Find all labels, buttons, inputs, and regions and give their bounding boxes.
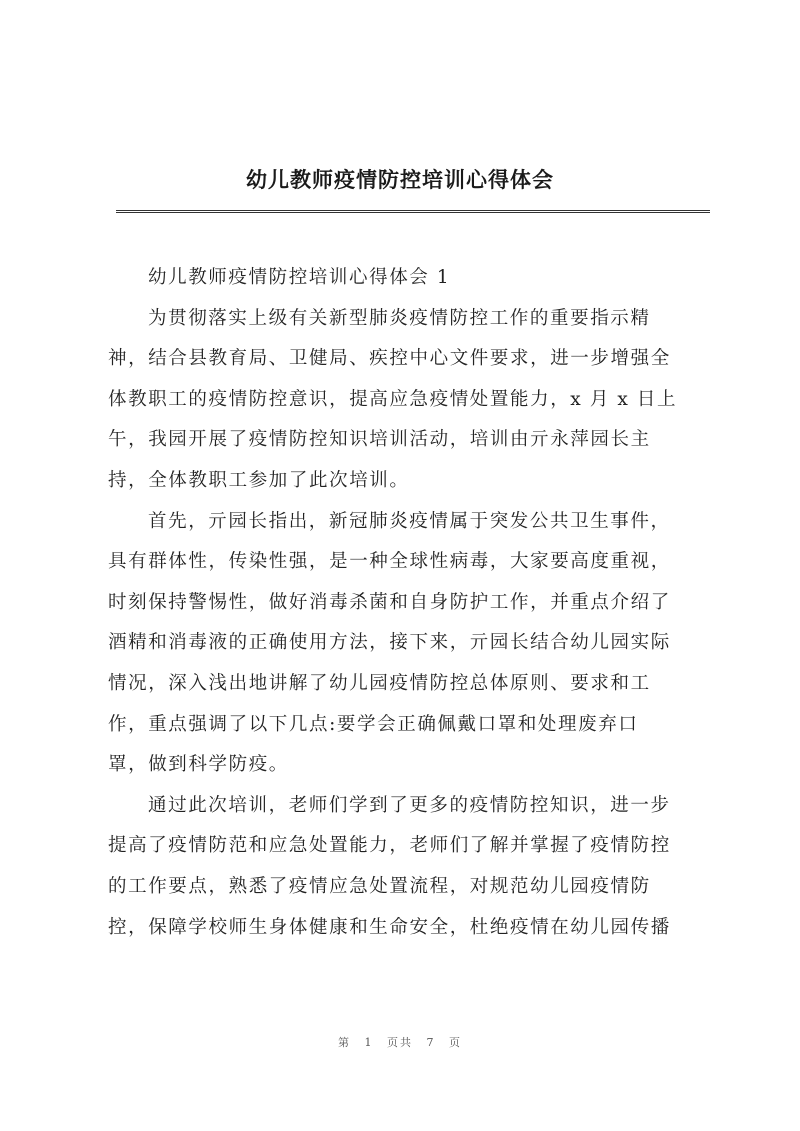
title-divider: [116, 210, 710, 213]
paragraph-line: 控，保障学校师生身体健康和生命安全，杜绝疫情在幼儿园传播: [108, 916, 671, 938]
paragraph-line: 通过此次培训，老师们学到了更多的疫情防控知识，进一步: [148, 794, 671, 816]
page-title: 幼儿教师疫情防控培训心得体会: [246, 167, 554, 192]
paragraph-line: 情况，深入浅出地讲解了幼儿园疫情防控总体原则、要求和工: [108, 672, 651, 694]
paragraph-line: 午，我园开展了疫情防控知识培训活动，培训由亓永萍园长主: [108, 429, 651, 451]
paragraph-line: 持，全体教职工参加了此次培训。: [108, 469, 410, 491]
document-body: [108, 258, 712, 948]
paragraph-line: 首先，亓园长指出，新冠肺炎疫情属于突发公共卫生事件，: [148, 510, 671, 532]
paragraph-line: 具有群体性，传染性强，是一种全球性病毒，大家要高度重视，: [108, 551, 671, 573]
paragraph-line: 的工作要点，熟悉了疫情应急处置流程，对规范幼儿园疫情防: [108, 875, 651, 897]
section-heading: 幼儿教师疫情防控培训心得体会 1: [148, 267, 451, 288]
paragraph-line: 为贯彻落实上级有关新型肺炎疫情防控工作的重要指示精: [148, 307, 651, 329]
paragraph-line: 时刻保持警惕性，做好消毒杀菌和自身防护工作，并重点介绍了: [108, 591, 671, 613]
paragraph-line: 罩，做到科学防疫。: [108, 754, 289, 776]
paragraph-line: 神，结合县教育局、卫健局、疾控中心文件要求，进一步增强全: [108, 348, 671, 370]
page-number-footer: 第 1 页共 7 页: [338, 1036, 462, 1049]
paragraph-line: 提高了疫情防范和应急处置能力，老师们了解并掌握了疫情防控: [108, 835, 671, 857]
paragraph-line: 酒精和消毒液的正确使用方法，接下来，亓园长结合幼儿园实际: [108, 632, 671, 654]
paragraph-line: 作，重点强调了以下几点:要学会正确佩戴口罩和处理废弃口: [108, 713, 639, 735]
paragraph-line: 体教职工的疫情防控意识，提高应急疫情处置能力，x 月 x 日上: [108, 388, 678, 410]
